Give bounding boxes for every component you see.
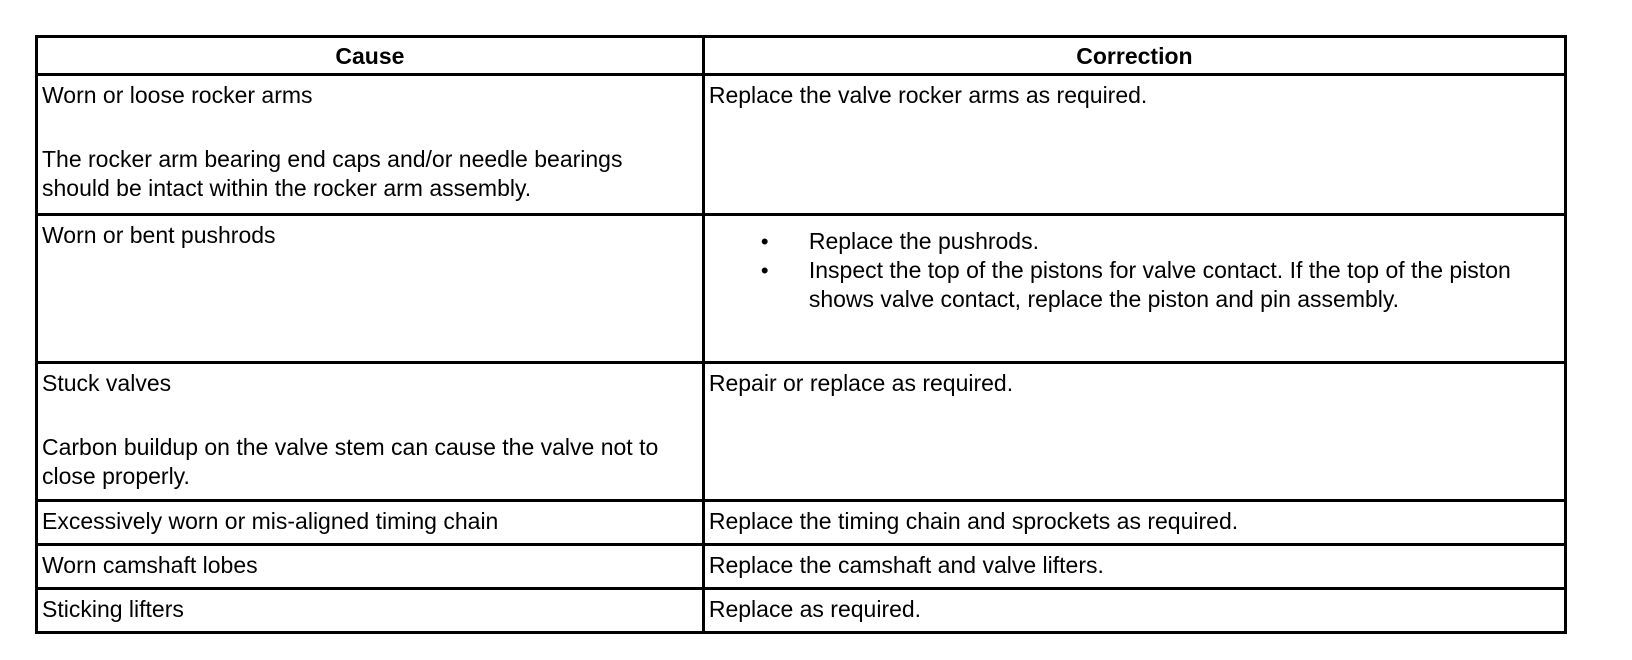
- cause-text: Worn or loose rocker arms: [42, 82, 313, 108]
- correction-text: Replace as required.: [708, 596, 922, 622]
- correction-item-text: Inspect the top of the pistons for valve contact. If the top of the piston shows valve contact, replace the piston and pin assembly.: [808, 257, 1511, 312]
- correction-cell: [703, 363, 1565, 501]
- cause-cell: [37, 589, 704, 633]
- cause-text: Sticking lifters: [42, 596, 184, 622]
- correction-cell: [703, 215, 1565, 363]
- cause-cell: [37, 363, 704, 501]
- cause-note: Carbon buildup on the valve stem can cause the valve not to close properly.: [42, 434, 659, 489]
- correction-cell: [703, 589, 1565, 633]
- correction-text: Repair or replace as required.: [708, 370, 1014, 396]
- cause-cell: [37, 75, 704, 215]
- diagnostic-table: [35, 35, 1567, 634]
- list-item: [709, 256, 1558, 314]
- list-item: [709, 227, 1558, 256]
- bullet-icon: •: [760, 258, 769, 283]
- correction-text: Replace the timing chain and sprockets as required.: [708, 508, 1239, 534]
- cause-cell: [37, 215, 704, 363]
- cause-text: Stuck valves: [42, 370, 172, 396]
- cause-cell: [37, 545, 704, 589]
- table-row: [37, 363, 1566, 501]
- correction-text: Replace the valve rocker arms as required.: [708, 82, 1148, 108]
- cause-text: Excessively worn or mis-aligned timing chain: [42, 508, 499, 534]
- table-header: [37, 37, 1566, 75]
- table-row: [37, 589, 1566, 633]
- cause-text: Worn camshaft lobes: [42, 552, 258, 578]
- table-row: [37, 545, 1566, 589]
- correction-item-text: Replace the pushrods.: [808, 228, 1039, 254]
- cause-cell: [37, 501, 704, 545]
- correction-cell: [703, 75, 1565, 215]
- header-correction: Correction: [703, 37, 1565, 75]
- header-cause: Cause: [37, 37, 704, 75]
- table-row: [37, 215, 1566, 363]
- table-body: [37, 75, 1566, 633]
- correction-cell: [703, 501, 1565, 545]
- table-row: [37, 75, 1566, 215]
- correction-cell: [703, 545, 1565, 589]
- correction-list: [709, 227, 1558, 314]
- bullet-icon: •: [760, 229, 769, 254]
- correction-text: Replace the camshaft and valve lifters.: [708, 552, 1104, 578]
- cause-note: The rocker arm bearing end caps and/or needle bearings should be intact within the rocker arm assembly.: [42, 146, 623, 201]
- cause-text: Worn or bent pushrods: [42, 222, 276, 248]
- table-row: [37, 501, 1566, 545]
- header-row: [37, 37, 1566, 75]
